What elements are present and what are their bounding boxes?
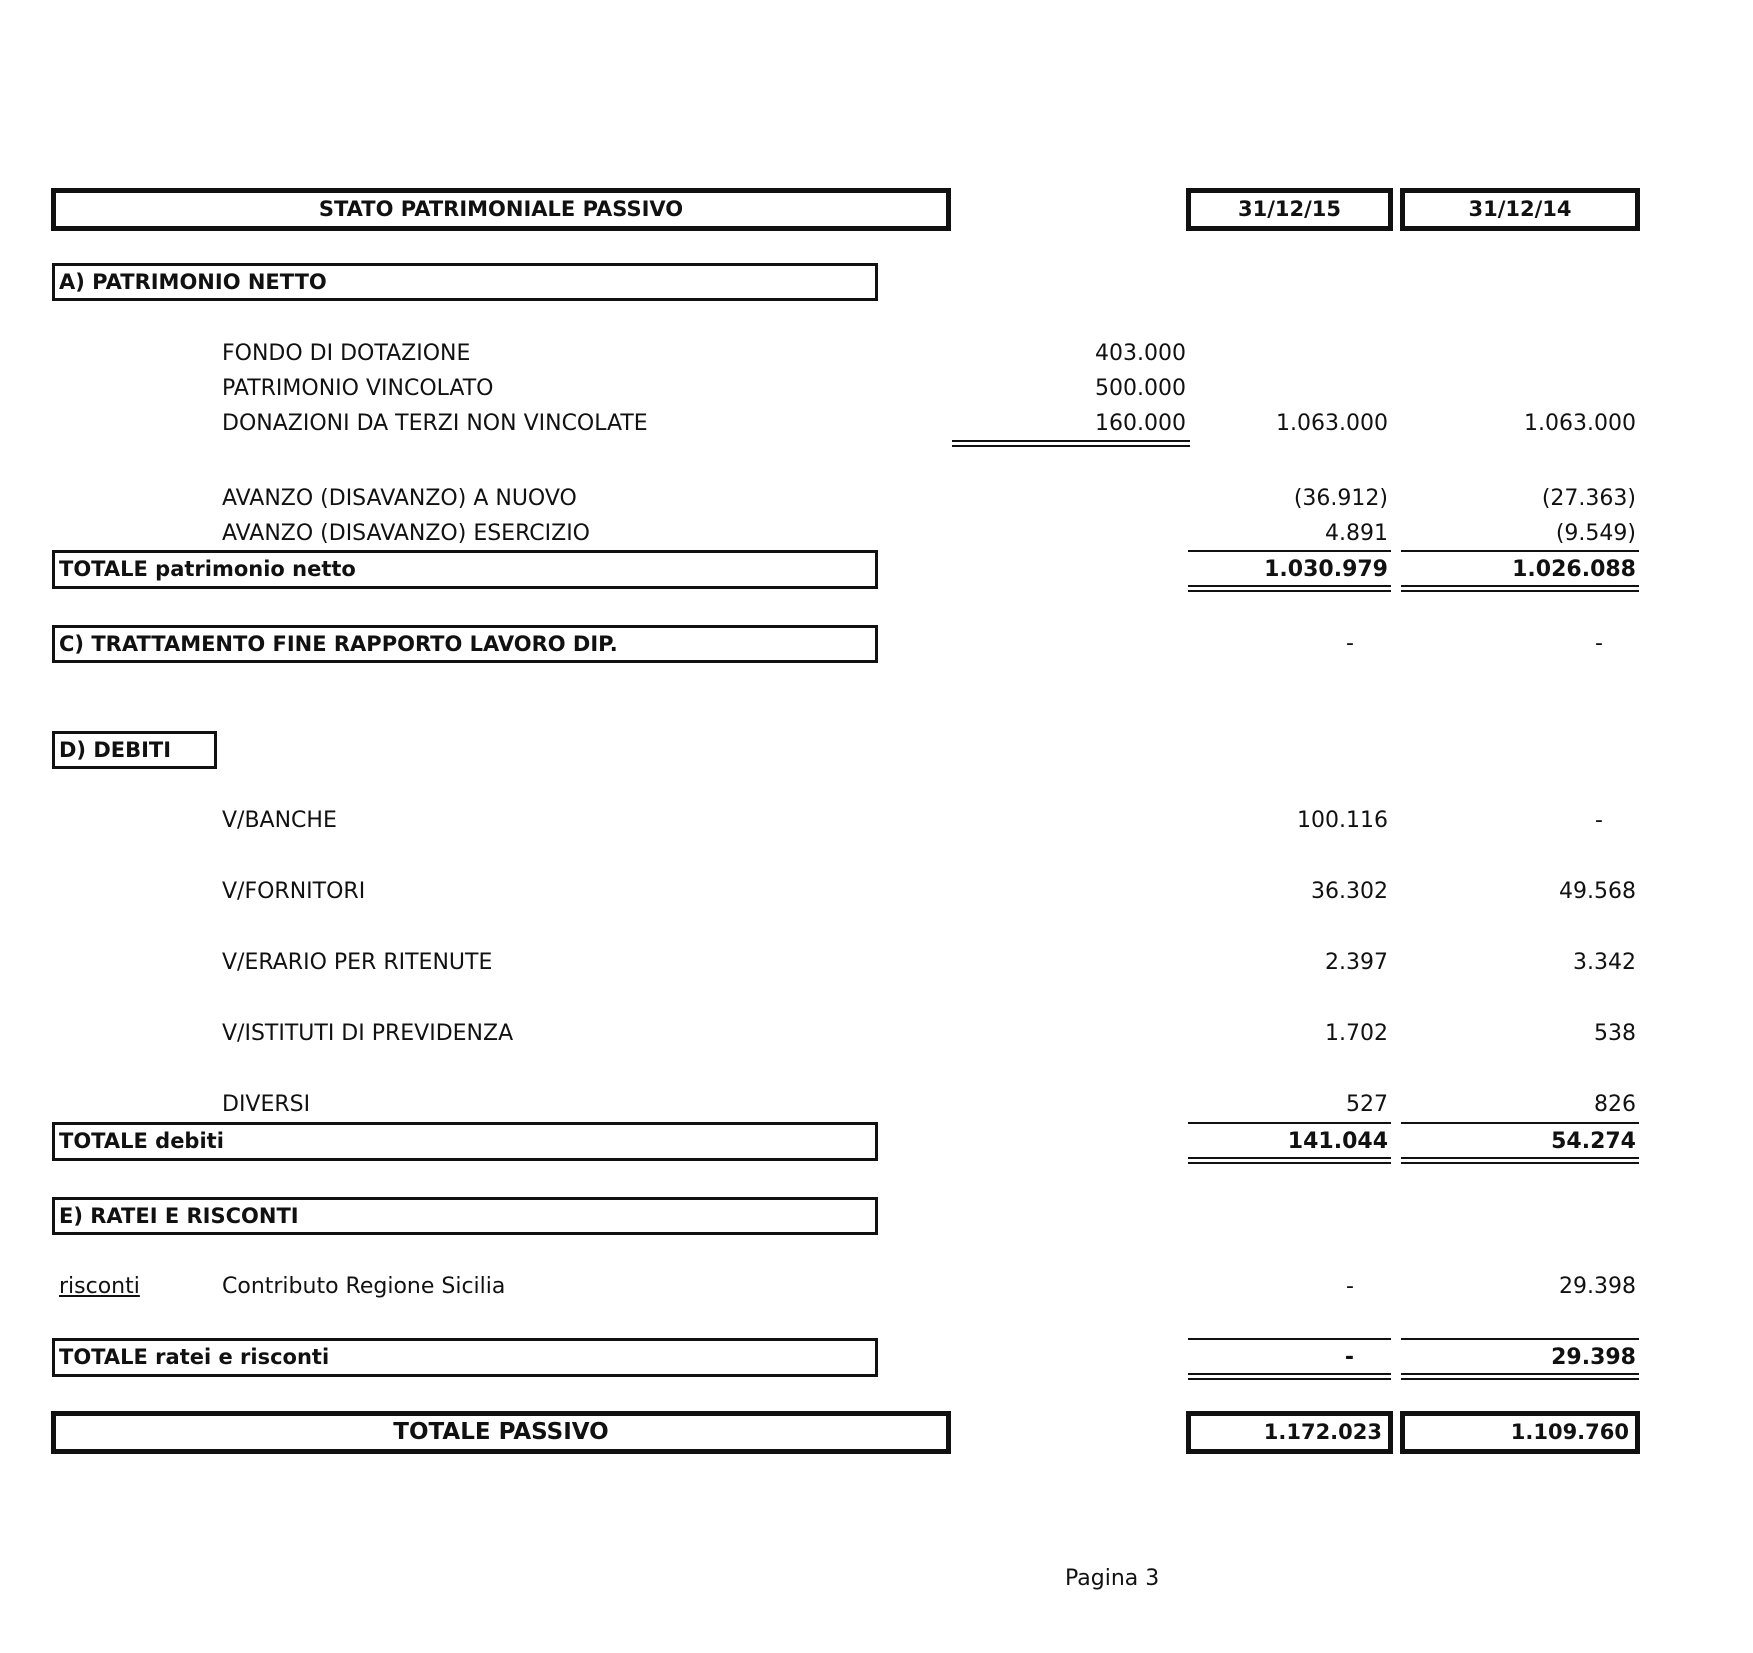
row-value-2015: 36.302 bbox=[1311, 879, 1388, 904]
row-detail: 403.000 bbox=[1095, 341, 1186, 366]
row-value-2015: 100.116 bbox=[1297, 808, 1388, 833]
row-value-2014: 538 bbox=[1594, 1021, 1636, 1046]
section-c-value-2014: - bbox=[1595, 631, 1603, 656]
grand-total-label: TOTALE PASSIVO bbox=[393, 1419, 609, 1445]
row-detail: 160.000 bbox=[1095, 411, 1186, 436]
row-value-2014: (9.549) bbox=[1555, 521, 1636, 546]
total-top-rule bbox=[1401, 1122, 1639, 1124]
total-top-rule bbox=[1188, 550, 1391, 552]
row-value-2015: 4.891 bbox=[1325, 521, 1388, 546]
section-e-header bbox=[52, 1197, 878, 1235]
section-c-header bbox=[52, 625, 878, 663]
section-a-title: A) PATRIMONIO NETTO bbox=[59, 269, 327, 294]
grand-total-2014: 1.109.760 bbox=[1510, 1420, 1629, 1444]
row-value-2015: 527 bbox=[1346, 1092, 1388, 1117]
section-d-header bbox=[52, 731, 217, 769]
row-value-2014: 1.063.000 bbox=[1524, 411, 1636, 436]
row-value-2015: 1.702 bbox=[1325, 1021, 1388, 1046]
row-label: DIVERSI bbox=[222, 1092, 311, 1117]
grand-total-2015-box bbox=[1186, 1411, 1393, 1454]
section-e-total-2014: 29.398 bbox=[1551, 1345, 1636, 1370]
section-c-value-2015: - bbox=[1346, 631, 1354, 656]
row-value-2014: 3.342 bbox=[1573, 950, 1636, 975]
row-label: Contributo Regione Sicilia bbox=[222, 1274, 506, 1299]
column-header-2015 bbox=[1186, 188, 1393, 231]
total-double-rule bbox=[1401, 1157, 1639, 1164]
row-value-2014: 29.398 bbox=[1559, 1274, 1636, 1299]
section-d-total-box bbox=[52, 1122, 878, 1161]
row-label: AVANZO (DISAVANZO) A NUOVO bbox=[222, 486, 577, 511]
section-a-total-2014: 1.026.088 bbox=[1512, 557, 1636, 582]
total-double-rule bbox=[1188, 1157, 1391, 1164]
total-double-rule bbox=[1401, 1373, 1639, 1380]
row-value-2014: - bbox=[1595, 808, 1603, 833]
section-d-title: D) DEBITI bbox=[59, 737, 172, 762]
row-value-2014: (27.363) bbox=[1541, 486, 1636, 511]
row-label: FONDO DI DOTAZIONE bbox=[222, 341, 471, 366]
header-title-box bbox=[51, 188, 951, 231]
total-double-rule bbox=[1401, 585, 1639, 592]
row-label: PATRIMONIO VINCOLATO bbox=[222, 376, 494, 401]
section-a-total-label: TOTALE patrimonio netto bbox=[59, 557, 356, 581]
section-d-total-2014: 54.274 bbox=[1551, 1129, 1636, 1154]
column-header-2015-label: 31/12/15 bbox=[1237, 197, 1341, 221]
grand-total-2015: 1.172.023 bbox=[1263, 1420, 1382, 1444]
grand-total-2014-box bbox=[1400, 1411, 1640, 1454]
grand-total-box bbox=[51, 1411, 951, 1454]
section-e-title: E) RATEI E RISCONTI bbox=[59, 1203, 299, 1228]
row-label: V/FORNITORI bbox=[222, 879, 366, 904]
row-label: V/ERARIO PER RITENUTE bbox=[222, 950, 493, 975]
section-e-total-2015: - bbox=[1344, 1345, 1354, 1370]
row-value-2015: 2.397 bbox=[1325, 950, 1388, 975]
total-top-rule bbox=[1188, 1122, 1391, 1124]
section-e-total-label: TOTALE ratei e risconti bbox=[59, 1345, 330, 1369]
section-a-header bbox=[52, 263, 878, 301]
section-e-total-box bbox=[52, 1338, 878, 1377]
row-value-2015: (36.912) bbox=[1293, 486, 1388, 511]
page-number: Pagina 3 bbox=[1065, 1566, 1160, 1591]
row-value-2015: - bbox=[1346, 1274, 1354, 1299]
total-top-rule bbox=[1401, 1338, 1639, 1340]
column-header-2014-label: 31/12/14 bbox=[1468, 197, 1572, 221]
subtotal-double-rule bbox=[952, 440, 1190, 447]
row-detail: 500.000 bbox=[1095, 376, 1186, 401]
total-double-rule bbox=[1188, 585, 1391, 592]
section-d-total-label: TOTALE debiti bbox=[59, 1129, 224, 1153]
row-value-2014: 826 bbox=[1594, 1092, 1636, 1117]
total-top-rule bbox=[1401, 550, 1639, 552]
row-label: V/ISTITUTI DI PREVIDENZA bbox=[222, 1021, 514, 1046]
row-label: V/BANCHE bbox=[222, 808, 337, 833]
row-label: AVANZO (DISAVANZO) ESERCIZIO bbox=[222, 521, 590, 546]
column-header-2014 bbox=[1400, 188, 1640, 231]
total-top-rule bbox=[1188, 1338, 1391, 1340]
section-d-total-2015: 141.044 bbox=[1287, 1129, 1388, 1154]
row-value-2014: 49.568 bbox=[1559, 879, 1636, 904]
page-title: STATO PATRIMONIALE PASSIVO bbox=[318, 197, 684, 221]
total-double-rule bbox=[1188, 1373, 1391, 1380]
row-value-2015: 1.063.000 bbox=[1276, 411, 1388, 436]
section-a-total-box bbox=[52, 550, 878, 589]
row-label: DONAZIONI DA TERZI NON VINCOLATE bbox=[222, 411, 648, 436]
section-a-total-2015: 1.030.979 bbox=[1264, 557, 1388, 582]
row-prefix: risconti bbox=[59, 1274, 140, 1299]
section-c-title: C) TRATTAMENTO FINE RAPPORTO LAVORO DIP. bbox=[59, 631, 618, 656]
